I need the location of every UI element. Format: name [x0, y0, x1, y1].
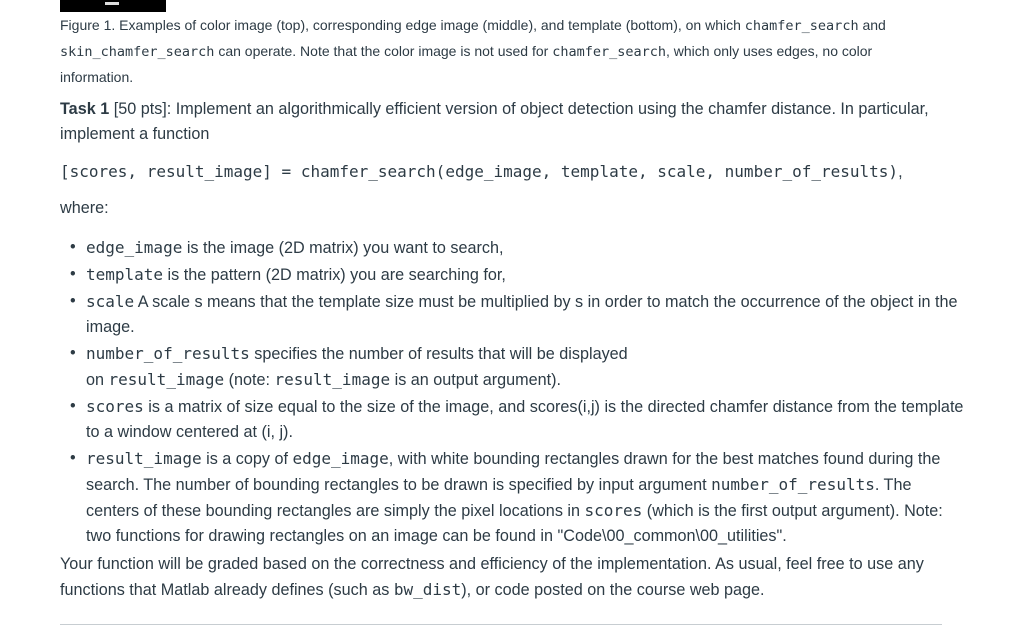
- list-item: [86, 235, 968, 261]
- param-description: is the pattern (2D matrix) you are searching for,: [163, 266, 506, 284]
- param-name: scores: [86, 397, 144, 416]
- param-code: result_image: [274, 370, 391, 389]
- caption-code-chamfer-search: chamfer_search: [744, 18, 859, 34]
- signature-code: [scores, result_image] = chamfer_search(edge_image, template, scale, number_of_results): [60, 162, 899, 181]
- param-description: (note:: [224, 371, 275, 389]
- caption-text: and: [858, 17, 886, 33]
- param-name: number_of_results: [86, 344, 250, 363]
- signature-tail: ,: [898, 163, 903, 181]
- param-description: is the image (2D matrix) you want to search,: [182, 239, 504, 257]
- caption-code-chamfer-search: chamfer_search: [552, 44, 666, 60]
- param-code: edge_image: [292, 449, 389, 468]
- task-points: [50 pts]:: [109, 100, 176, 118]
- function-signature: [60, 159, 942, 185]
- param-description: specifies the number of results that will be displayed: [249, 345, 628, 363]
- grading-text: ), or code posted on the course web page.: [461, 581, 765, 599]
- task-title: Task 1: [60, 100, 110, 118]
- param-description: is a copy of: [201, 450, 293, 468]
- caption-code-skin-chamfer-search: skin_chamfer_search: [60, 44, 215, 60]
- param-code: scores: [584, 501, 643, 520]
- param-name: template: [86, 265, 164, 284]
- grading-text: Your function will be graded based on the correctness and efficiency of the implementation. As usual, feel free to use any functions that Matlab already defines (such as: [60, 555, 924, 599]
- param-description: (which is the first output argument). Note: two functions for drawing rectangles on an image can be found in "Code\00_common\00_utilities".: [86, 502, 943, 545]
- list-item: [86, 289, 968, 340]
- param-code: result_image: [108, 370, 225, 389]
- param-code: number_of_results: [711, 475, 875, 494]
- param-description: . The centers of these bounding rectangles are simply the pixel locations in: [86, 476, 912, 520]
- task-text: Implement an algorithmically efficient version of object detection using the chamfer distance. In particular, implement a function: [60, 100, 929, 143]
- param-name: result_image: [86, 449, 202, 468]
- param-description: is a matrix of size equal to the size of the image, and scores(i,j) is the directed chamfer distance from the template to a window centered at (i, j).: [86, 398, 964, 441]
- param-description: on: [86, 371, 109, 389]
- section-divider: [60, 624, 942, 625]
- parameter-list: [60, 235, 968, 550]
- caption-text: , which only uses edges, no color information.: [60, 43, 873, 85]
- grading-code: bw_dist: [393, 580, 462, 599]
- where-label: where:: [60, 199, 109, 217]
- param-name: edge_image: [86, 238, 183, 257]
- figure-image-detail: [105, 2, 119, 5]
- param-description: is an output argument).: [390, 371, 562, 389]
- caption-text: can operate. Note that the color image is not used for: [214, 43, 553, 59]
- task-description: [60, 97, 942, 147]
- param-name: scale: [86, 292, 135, 311]
- list-item: [86, 341, 968, 393]
- grading-note: [60, 552, 942, 603]
- param-description: A scale s means that the template size must be multiplied by s in order to match the occurrence of the object in the image.: [86, 293, 958, 336]
- param-description: , with white bounding rectangles drawn for the best matches found during the search. The number of bounding rectangles to be drawn is specified by input argument: [86, 450, 941, 494]
- figure-image: [60, 0, 166, 12]
- list-item: [86, 446, 968, 549]
- list-item: [86, 262, 968, 288]
- list-item: [86, 394, 968, 445]
- figure-caption: [60, 13, 942, 90]
- caption-text: Figure 1. Examples of color image (top), corresponding edge image (middle), and template (bottom), on which: [60, 17, 745, 33]
